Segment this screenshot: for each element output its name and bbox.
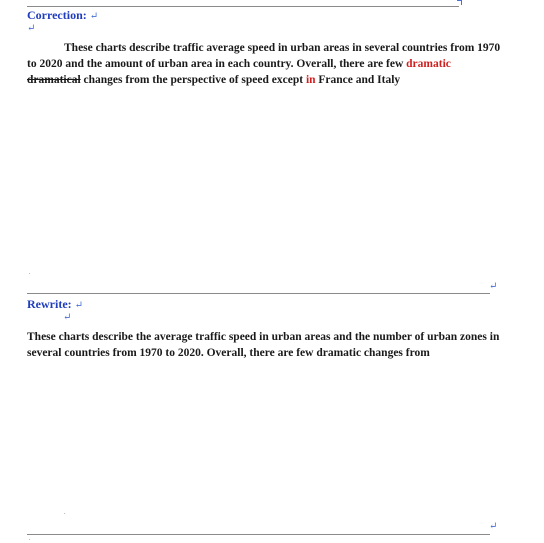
rewrite-text: These charts describe the average traffic speed in urban areas and the number of urban zones in several countries from 1970 to 2020. Overall, there are few dramatic changes from <box>27 331 500 359</box>
rewrite-label <box>27 297 83 312</box>
correction-text-1: These charts describe traffic average speed in urban areas in several countries from 1970 to 2020 and the amount of urban area in each country. Overall, there are few <box>27 42 501 70</box>
correction-text-3: France and Italy <box>315 74 401 86</box>
stray-dot: . <box>29 536 31 542</box>
paragraph-mark-icon: ↵ <box>489 521 498 532</box>
corner-mark-icon <box>457 0 462 5</box>
stray-dot: . <box>64 510 66 516</box>
correction-label <box>27 8 98 23</box>
paragraph-mark-icon: ↵ <box>74 300 84 311</box>
deleted-word: dramatical <box>27 74 81 86</box>
mid-rule <box>27 293 490 294</box>
correction-label-text: Correction: <box>27 8 87 22</box>
bottom-rule <box>27 534 490 535</box>
correction-paragraph <box>27 40 501 88</box>
top-rule <box>27 6 459 7</box>
correction-text-2: changes from the perspective of speed except <box>80 74 306 86</box>
stray-dot: . <box>29 270 31 276</box>
rewrite-paragraph <box>27 329 501 365</box>
rewrite-label-text: Rewrite: <box>27 297 72 311</box>
inserted-in: in <box>305 74 316 86</box>
paragraph-mark-icon: ↵ <box>27 23 36 34</box>
inserted-word: dramatic <box>406 58 451 70</box>
paragraph-mark-icon: ↵ <box>489 281 498 292</box>
paragraph-mark-icon: ↵ <box>89 11 99 22</box>
paragraph-mark-icon: ↵ <box>63 312 72 323</box>
